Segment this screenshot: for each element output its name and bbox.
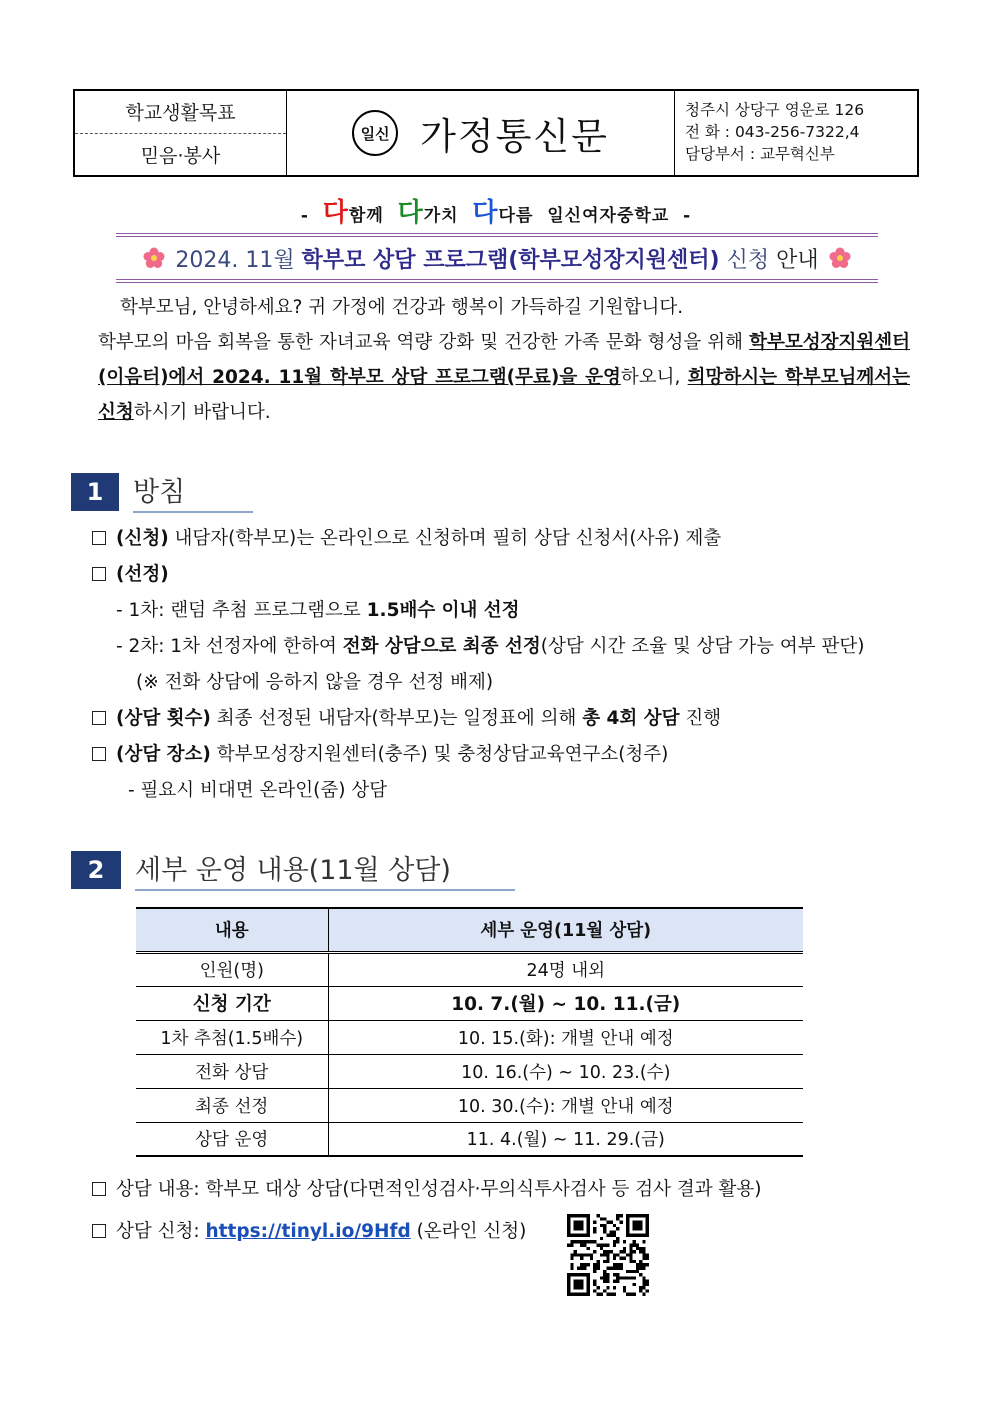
banner-highlight: 학부모 상담 프로그램(학부모성장지원센터)	[301, 247, 720, 273]
schedule-table	[136, 907, 803, 1157]
school-goal-label: 학교생활목표	[75, 91, 286, 134]
list-item	[92, 704, 721, 730]
section-2-title: 세부 운영 내용(11월 상담)	[135, 848, 515, 891]
table-header-row	[136, 908, 803, 952]
flower-icon	[829, 247, 851, 269]
qr-code-icon[interactable]	[567, 1214, 649, 1296]
banner-notice: 안내	[776, 247, 819, 273]
table-cell: 최종 선정	[136, 1088, 328, 1122]
table-cell: 인원(명)	[136, 952, 328, 986]
letter-header	[73, 89, 919, 177]
list-item	[92, 1217, 526, 1243]
item-tag: (신청)	[116, 528, 169, 549]
section-2-number: 2	[71, 851, 121, 889]
sub-item-text: (상담 시간 조율 및 상담 가능 여부 판단)	[540, 636, 865, 657]
table-cell: 상담 운영	[136, 1122, 328, 1156]
greeting: 학부모님, 안녕하세요? 귀 가정에 건강과 행복이 가득하길 기원합니다.	[120, 297, 684, 318]
section-1-title: 방침	[133, 470, 253, 513]
checkbox-icon	[92, 747, 106, 761]
item-text: 학부모성장지원센터(충주) 및 충청상담교육연구소(청주)	[210, 744, 669, 765]
intro-text-a: 학부모의 마음 회복을 통한 자녀교육 역량 강화 및 건강한 가족 문화 형성을 위해	[98, 332, 750, 353]
table-row	[136, 1020, 803, 1054]
checkbox-icon	[92, 1224, 106, 1238]
list-item	[92, 524, 721, 550]
checkbox-icon	[92, 567, 106, 581]
slogan-dash: -	[300, 206, 309, 226]
sub-item-bold: 1.5배수 이내 선정	[366, 600, 520, 621]
item-bold: 총 4회 상담	[582, 708, 680, 729]
list-item	[92, 560, 169, 586]
sub-item-bold: 전화 상담으로 최종 선정	[342, 636, 541, 657]
intro-text-c: 하시기 바랍니다.	[133, 402, 271, 423]
apply-note: (온라인 신청)	[410, 1221, 527, 1242]
section-1-header	[71, 470, 253, 513]
table-row	[136, 1088, 803, 1122]
table-cell: 10. 16.(수) ~ 10. 23.(수)	[328, 1054, 803, 1088]
checkbox-icon	[92, 531, 106, 545]
section-2-header	[71, 848, 515, 891]
slogan-school: 일신여자중학교	[547, 206, 670, 226]
item-text: 내담자(학부모)는 온라인으로 신청하며 필히 상담 신청서(사유) 제출	[168, 528, 722, 549]
intro-underline-1: 학부모성장지원센터(이음터)에서 2024. 11월 학부모 상담 프로그램(무료)을 운영	[98, 332, 910, 388]
consult-content: 상담 내용: 학부모 대상 상담(다면적인성검사·무의식투사검사 등 검사 결과 활용)	[116, 1179, 762, 1200]
table-cell: 24명 내외	[328, 952, 803, 986]
sub-item: - 필요시 비대면 온라인(줌) 상담	[128, 780, 388, 801]
table-cell: 1차 추첨(1.5배수)	[136, 1020, 328, 1054]
intro-text	[98, 290, 910, 430]
checkbox-icon	[92, 1182, 106, 1196]
intro-text-b: 하오니,	[620, 367, 688, 388]
item-tag: (선정)	[116, 564, 169, 585]
contact-box	[675, 91, 917, 175]
letter-title: 가정통신문	[420, 115, 609, 158]
letter-title-box	[287, 91, 675, 175]
table-row	[136, 986, 803, 1020]
address: 청주시 상당구 영운로 126	[685, 101, 865, 119]
school-slogan	[0, 192, 992, 229]
table-cell: 10. 15.(화): 개별 안내 예정	[328, 1020, 803, 1054]
school-logo-icon: 일신	[352, 110, 398, 156]
flower-icon	[143, 247, 165, 269]
sub-item	[116, 596, 520, 622]
table-cell: 10. 7.(월) ~ 10. 11.(금)	[328, 986, 803, 1020]
slogan-da-red: 다	[322, 198, 349, 228]
list-item	[92, 1175, 761, 1201]
intro-underline-2: 희망하시는 학부모님께서는 신청	[98, 367, 910, 423]
table-cell: 전화 상담	[136, 1054, 328, 1088]
list-item	[92, 740, 668, 766]
table-header-cell: 내용	[136, 908, 328, 952]
table-row	[136, 952, 803, 986]
department: 담당부서 : 교무혁신부	[685, 145, 835, 163]
apply-label: 상담 신청:	[116, 1221, 206, 1242]
school-goal-box	[75, 91, 287, 175]
item-tag: (상담 횟수)	[116, 708, 211, 729]
table-cell: 11. 4.(월) ~ 11. 29.(금)	[328, 1122, 803, 1156]
phone: 전 화 : 043-256-7322,4	[685, 123, 860, 141]
table-row	[136, 1122, 803, 1156]
sub-item	[116, 632, 864, 658]
slogan-word: 가치	[423, 206, 459, 226]
banner-year: 2024. 11월	[175, 247, 295, 273]
sub-item-text: - 2차: 1차 선정자에 한하여	[116, 636, 343, 657]
banner-apply: 신청	[726, 247, 770, 273]
slogan-word: 함께	[348, 206, 384, 226]
sub-item-text: - 1차: 랜덤 추첨 프로그램으로	[116, 600, 367, 621]
table-cell: 신청 기간	[136, 986, 328, 1020]
item-tag: (상담 장소)	[116, 744, 211, 765]
checkbox-icon	[92, 711, 106, 725]
apply-link[interactable]: https://tinyl.io/9Hfd	[205, 1221, 411, 1242]
slogan-word: 다름	[498, 206, 534, 226]
title-banner	[116, 233, 878, 283]
slogan-dash: -	[683, 206, 692, 226]
table-row	[136, 1054, 803, 1088]
school-goal-value: 믿음·봉사	[140, 144, 221, 167]
table-cell: 10. 30.(수): 개별 안내 예정	[328, 1088, 803, 1122]
item-text: 최종 선정된 내담자(학부모)는 일정표에 의해	[210, 708, 583, 729]
slogan-da-blue: 다	[472, 198, 499, 228]
table-header-cell: 세부 운영(11월 상담)	[328, 908, 803, 952]
item-text: 진행	[679, 708, 722, 729]
section-1-number: 1	[71, 473, 119, 511]
slogan-da-green: 다	[397, 198, 424, 228]
sub-item-note: (※ 전화 상담에 응하지 않을 경우 선정 배제)	[136, 672, 494, 693]
intro-paragraph	[98, 325, 910, 430]
